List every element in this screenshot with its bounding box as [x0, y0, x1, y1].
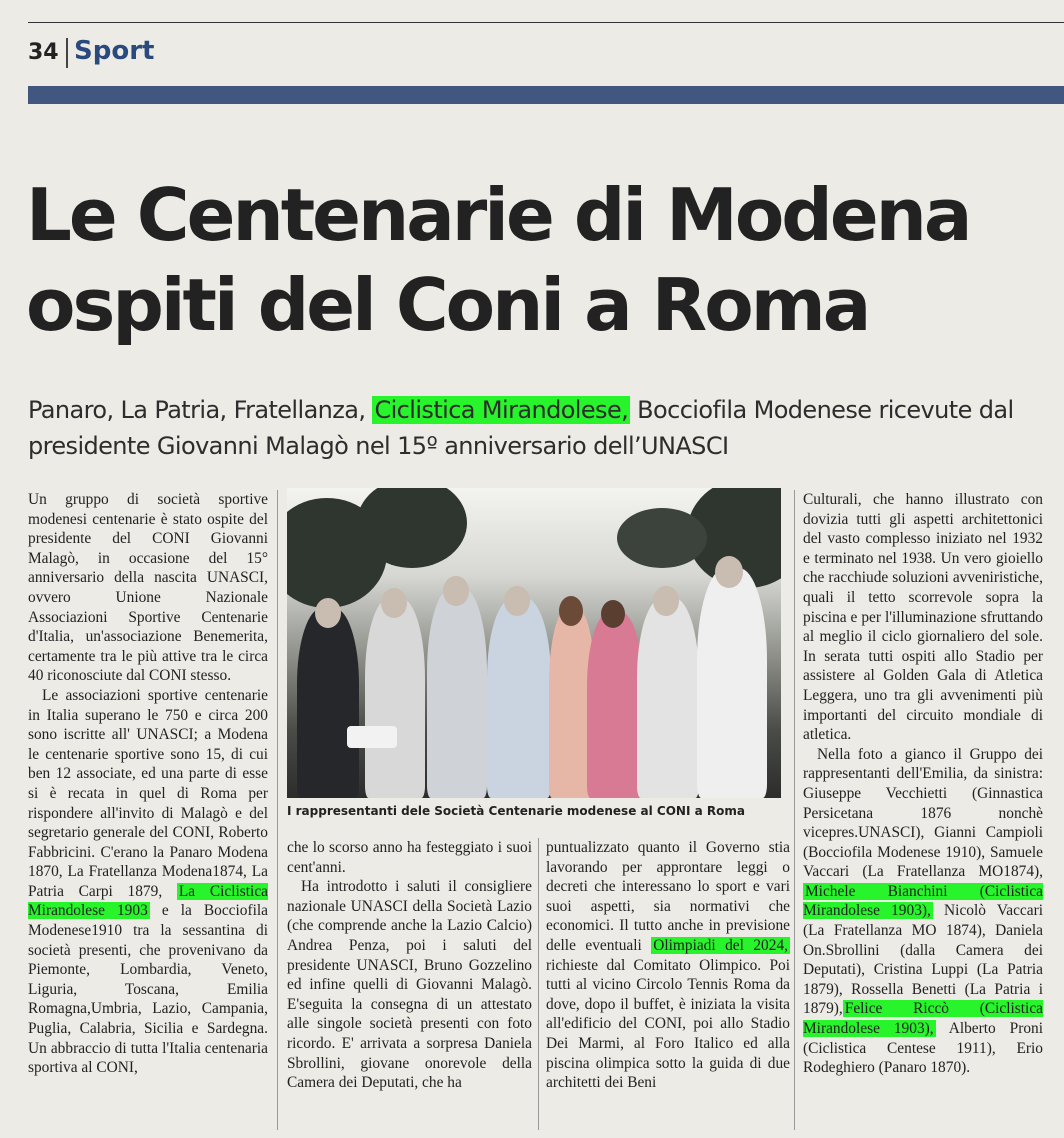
- photo-person: [697, 568, 767, 798]
- photo-person: [487, 598, 551, 798]
- photo-head: [315, 598, 341, 628]
- photo-head: [653, 586, 679, 616]
- photo-head: [559, 596, 583, 626]
- photo-caption: I rappresentanti dele Società Centenarie modenese al CONI a Roma: [287, 804, 745, 818]
- paragraph: che lo scorso anno ha festeggiato i suoi cent'anni.: [287, 839, 532, 876]
- highlighted-text: Olimpiadi del 2024,: [653, 936, 788, 954]
- headline: [26, 170, 1036, 350]
- photo-head: [601, 600, 625, 628]
- deck-text-post: Bocciofila Modenese ricevute dal presidente Giovanni Malagò nel 15º anniversario dell’UNASCI: [28, 396, 1014, 460]
- section-band: [28, 86, 1064, 104]
- photo-head: [715, 556, 743, 588]
- photo-person: [427, 588, 487, 798]
- paragraph: Un gruppo di società sportive modenesi centenarie è stato ospite del presidente del CONI Giovanni Malagò, in occasione del 15° anniversario della nascita UNASCI, ovvero Unione Nazionale Associazioni Sportive Centenarie d'Italia, un'associazione Benemerita, certamente tra le più attive tra le circa 40 riconosciute dal CONI stesso.: [28, 491, 268, 685]
- text: richieste dal Comitato Olimpico. Poi tutti al vicino Circolo Tennis Roma da dove, dopo il buffet, è iniziata la visita all'edificio del CONI, poi allo Stadio Dei Marmi, al Foro Italico ed alla piscina olimpica sotto la guida di due architetti dei Beni: [546, 956, 790, 1092]
- text: Alberto Proni (Ciclistica Centese 1911), Erio Rodeghiero (Panaro 1870).: [803, 1020, 1043, 1077]
- photo-head: [381, 588, 407, 618]
- photo-tree: [617, 508, 707, 568]
- photo-person: [637, 598, 699, 798]
- text: Le associazioni sportive centenarie in Italia superano le 750 e circa 200 sono iscritte all' UNASCI; a Modena le centenarie sportive sono 15, di cui ben 12 associate, ed una parte di esse si è recata in quel di Roma per rispondere all'invito di Malagò e del segretario generale del CONI, Roberto Fabbricini. C'erano la Panaro Modena 1870, La Fratellanza Modena1874, La Patria Carpi 1879,: [28, 686, 268, 900]
- article-column-3: [546, 838, 790, 1093]
- text: puntualizzato quanto il Governo stia lavorando per approntare leggi o decreti che interessano lo sport e vari suoi aspetti, sia normativi che economici. Il tutto anche in previsione delle eventuali: [546, 839, 790, 954]
- paragraph: [546, 838, 790, 1093]
- section-name: Sport: [74, 36, 155, 66]
- paragraph: Culturali, che hanno illustrato con dovizia tutti gli aspetti architettonici del vasto complesso iniziato nel 1932 e terminato nel 1938. Un vero gioiello che racchiude soluzioni avveniristiche, quali il tetto scorrevole sopra la piscina e per l'illuminazione sfruttando al meglio il ciclo giornaliero del sole. In serata tutti ospiti allo Stadio per assistere al Golden Gala di Atletica Leggera, uno tra gli avvenimenti più importanti del circuito mondiale di atletica.: [803, 491, 1043, 744]
- text: e la Bocciofila Modenese1910 tra la sessantina di società presenti, che provenivano da Piemonte, Lombardia, Veneto, Liguria, Toscana, Emilia Romagna,Umbria, Lazio, Campania, Puglia, Calabria, Sicilia e Sardegna. Un abbraccio di tutta l'Italia centenaria sportiva al CONI,: [28, 902, 268, 1077]
- highlighted-text: Michele Bianchini (Ciclistica Mirandolese 1903),: [803, 882, 1043, 920]
- text: Nicolò Vaccari (La Fratellanza MO 1874), Daniela On.Sbrollini (dalla Camera dei Deputati), Cristina Luppi (La Patria 1879), Rossella Benetti (La Patria i 1879),: [803, 902, 1043, 1018]
- photo-certificate: [347, 726, 397, 748]
- article-column-4: [803, 490, 1043, 1078]
- column-rule: [277, 490, 278, 1130]
- article-column-2: [287, 838, 532, 1093]
- top-rule: [28, 22, 1064, 23]
- group-photo: [287, 488, 781, 798]
- highlighted-text: La Ciclistica Mirandolese 1903: [28, 882, 268, 920]
- photo-person: [297, 608, 359, 798]
- paragraph: [28, 686, 268, 1078]
- photo-head: [504, 586, 530, 616]
- paragraph: Ha introdotto i saluti il consigliere nazionale UNASCI della Società Lazio (che comprende anche la Lazio Calcio) Andrea Penza, poi i saluti del presidente UNASCI, Bruno Gozzelino ed infine quelli di Giovanni Malagò. E'seguita la consegna di un attestato alle singole società presenti con foto ricordo. E' arrivata a sorpresa Daniela Sbrollini, giovane onorevole della Camera dei Deputati, che ha: [287, 878, 532, 1092]
- deck-highlight: Ciclistica Mirandolese,: [374, 396, 629, 424]
- photo-person: [365, 598, 425, 798]
- article-column-1: [28, 490, 268, 1078]
- header-separator: [66, 38, 68, 68]
- page-number: 34: [28, 40, 59, 65]
- photo-head: [443, 576, 469, 606]
- deck-text-pre: Panaro, La Patria, Fratellanza,: [28, 396, 373, 424]
- highlighted-text: Felice Riccò (Ciclistica Mirandolese 1903),: [803, 1000, 1043, 1038]
- paragraph: [803, 745, 1043, 1078]
- text: Nella foto a gianco il Gruppo dei rappresentanti dell'Emilia, da sinistra: Giuseppe Vecchietti (Ginnastica Persicetana 1876 nonchè vicepres.UNASCI), Gianni Campioli (Bocciofila Modenese 1910), Samuele Vaccari (La Fratellanza MO1874),: [803, 745, 1043, 881]
- headline-line-2: ospiti del Coni a Roma: [26, 263, 869, 347]
- photo-person: [587, 612, 643, 798]
- subheadline: [28, 392, 1038, 464]
- column-rule: [794, 490, 795, 1130]
- column-rule: [538, 838, 539, 1130]
- headline-line-1: Le Centenarie di Modena: [26, 173, 970, 257]
